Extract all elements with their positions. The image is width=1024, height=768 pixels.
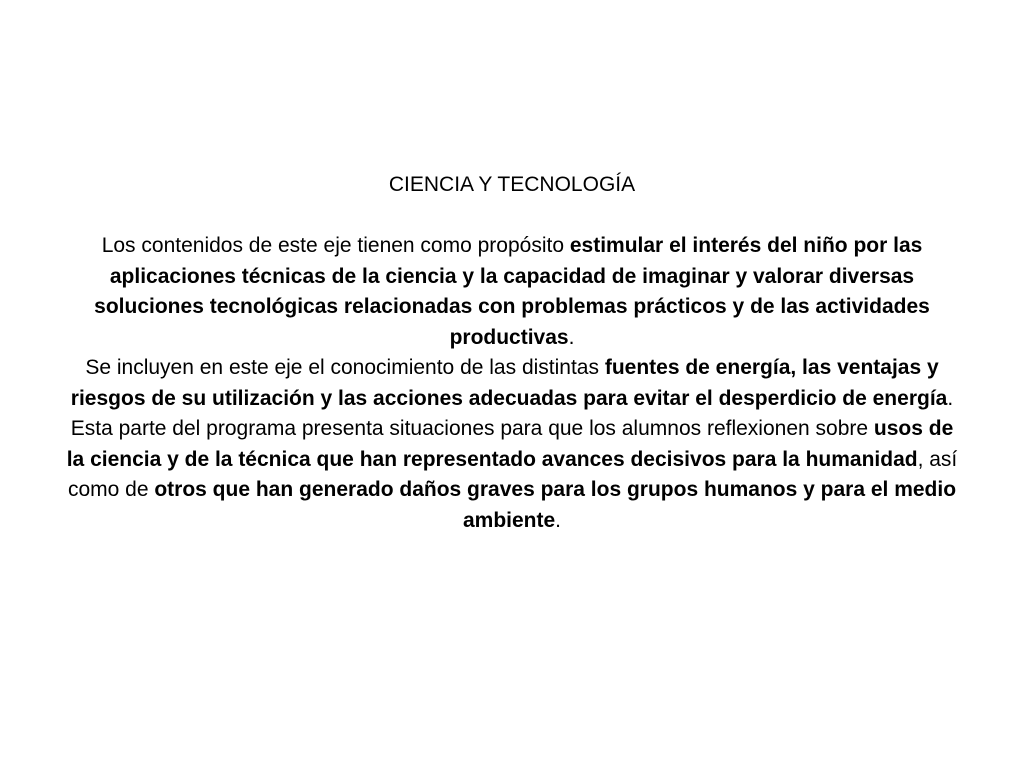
slide-title: CIENCIA Y TECNOLOGÍA [388, 173, 636, 196]
text-run-bold: usos de la ciencia y de la técnica que han representado avances decisivos para la humanidad [66, 417, 954, 471]
text-run: Los contenidos de este eje tienen como propósito [101, 234, 570, 257]
text-run-bold: fuentes de energía, las ventajas y riesgos de su utilización y las acciones adecuadas para evitar el desperdicio de energía [70, 356, 948, 410]
paragraph-program [60, 414, 964, 536]
text-run: Esta parte del programa presenta situaciones para que los alumnos reflexionen sobre [70, 417, 874, 440]
text-run: . [947, 386, 954, 410]
text-run: . [568, 325, 575, 349]
text-run: , así como de [67, 447, 958, 501]
slide-content [60, 170, 964, 536]
paragraph-energy [60, 353, 964, 414]
text-run-bold: otros que han generado daños graves para los grupos humanos y para el medio ambiente [154, 478, 957, 532]
text-run-bold: estimular el interés del niño por las aplicaciones técnicas de la ciencia y la capacidad de imaginar y valorar diversas soluciones tecnológicas relacionadas con problemas prácticos y de las actividades productivas [94, 234, 930, 349]
text-run: . [555, 508, 562, 532]
paragraph-purpose [60, 231, 964, 353]
text-run: Se incluyen en este eje el conocimiento de las distintas [85, 356, 605, 379]
